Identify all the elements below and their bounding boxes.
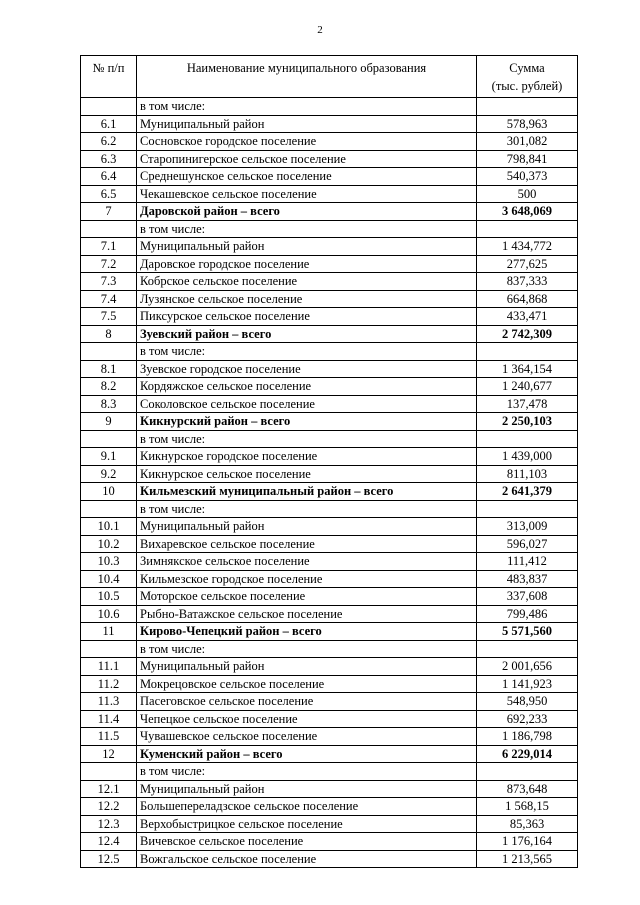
row-name: Моторское сельское поселение xyxy=(137,588,477,606)
row-name: в том числе: xyxy=(137,430,477,448)
table-row xyxy=(81,448,578,466)
row-sum: 664,868 xyxy=(477,290,578,308)
row-number: 8.1 xyxy=(81,360,137,378)
table-row xyxy=(81,518,578,536)
table-row xyxy=(81,395,578,413)
row-name: Кобрское сельское поселение xyxy=(137,273,477,291)
table-row-subheading xyxy=(81,640,578,658)
row-name: Старопинигерское сельское поселение xyxy=(137,150,477,168)
row-number: 12.1 xyxy=(81,780,137,798)
row-number: 9.2 xyxy=(81,465,137,483)
row-name: Чекашевское сельское поселение xyxy=(137,185,477,203)
table-row xyxy=(81,780,578,798)
table-row xyxy=(81,605,578,623)
row-sum: 137,478 xyxy=(477,395,578,413)
row-number: 11.5 xyxy=(81,728,137,746)
row-number: 6.1 xyxy=(81,115,137,133)
row-name: Вихаревское сельское поселение xyxy=(137,535,477,553)
row-name: Пасеговское сельское поселение xyxy=(137,693,477,711)
row-sum: 837,333 xyxy=(477,273,578,291)
row-number xyxy=(81,98,137,116)
row-sum: 1 364,154 xyxy=(477,360,578,378)
row-name: Рыбно-Ватажское сельское поселение xyxy=(137,605,477,623)
row-sum: 548,950 xyxy=(477,693,578,711)
table-row xyxy=(81,185,578,203)
row-number xyxy=(81,500,137,518)
row-sum xyxy=(477,430,578,448)
row-number: 7.4 xyxy=(81,290,137,308)
row-sum: 1 141,923 xyxy=(477,675,578,693)
row-number: 10.4 xyxy=(81,570,137,588)
table-row xyxy=(81,378,578,396)
table-row xyxy=(81,238,578,256)
row-name: Большепереладзское сельское поселение xyxy=(137,798,477,816)
row-name: Лузянское сельское поселение xyxy=(137,290,477,308)
row-number xyxy=(81,763,137,781)
row-sum xyxy=(477,220,578,238)
row-sum: 2 742,309 xyxy=(477,325,578,343)
row-number: 7.1 xyxy=(81,238,137,256)
table-row xyxy=(81,833,578,851)
row-name: Сосновское городское поселение xyxy=(137,133,477,151)
row-sum: 2 641,379 xyxy=(477,483,578,501)
table-row-subheading xyxy=(81,98,578,116)
row-sum: 799,486 xyxy=(477,605,578,623)
row-name: в том числе: xyxy=(137,500,477,518)
row-number: 9 xyxy=(81,413,137,431)
row-name: Кикнурское сельское поселение xyxy=(137,465,477,483)
row-sum: 1 213,565 xyxy=(477,850,578,868)
row-number: 12.2 xyxy=(81,798,137,816)
row-number: 8.3 xyxy=(81,395,137,413)
row-number: 12.3 xyxy=(81,815,137,833)
row-number xyxy=(81,220,137,238)
table-row-subheading xyxy=(81,220,578,238)
row-name: Мокрецовское сельское поселение xyxy=(137,675,477,693)
row-sum: 798,841 xyxy=(477,150,578,168)
table-row xyxy=(81,710,578,728)
table-body xyxy=(81,98,578,868)
row-name: Зуевское городское поселение xyxy=(137,360,477,378)
table-row xyxy=(81,150,578,168)
row-sum: 1 186,798 xyxy=(477,728,578,746)
table-row xyxy=(81,255,578,273)
row-sum: 111,412 xyxy=(477,553,578,571)
budget-table xyxy=(80,55,578,868)
row-number: 6.3 xyxy=(81,150,137,168)
row-sum: 3 648,069 xyxy=(477,203,578,221)
header-num: № п/п xyxy=(81,56,137,98)
row-sum: 433,471 xyxy=(477,308,578,326)
row-number: 10.6 xyxy=(81,605,137,623)
table-row xyxy=(81,658,578,676)
row-number: 6.5 xyxy=(81,185,137,203)
row-name: Верхобыстрицкое сельское поселение xyxy=(137,815,477,833)
table-row-subheading xyxy=(81,763,578,781)
table-row xyxy=(81,675,578,693)
table-row xyxy=(81,553,578,571)
row-sum: 85,363 xyxy=(477,815,578,833)
row-sum xyxy=(477,500,578,518)
row-number: 6.4 xyxy=(81,168,137,186)
table-row xyxy=(81,850,578,868)
row-sum: 596,027 xyxy=(477,535,578,553)
row-name: Муниципальный район xyxy=(137,780,477,798)
row-sum xyxy=(477,98,578,116)
row-name: Кикнурский район – всего xyxy=(137,413,477,431)
row-name: Вожгальское сельское поселение xyxy=(137,850,477,868)
row-name: Даровское городское поселение xyxy=(137,255,477,273)
row-name: Куменский район – всего xyxy=(137,745,477,763)
row-number: 6.2 xyxy=(81,133,137,151)
table-row xyxy=(81,133,578,151)
row-name: в том числе: xyxy=(137,640,477,658)
table-row xyxy=(81,798,578,816)
header-name: Наименование муниципального образования xyxy=(137,56,477,98)
row-sum: 6 229,014 xyxy=(477,745,578,763)
row-number: 11.3 xyxy=(81,693,137,711)
row-sum: 1 176,164 xyxy=(477,833,578,851)
table-row-total xyxy=(81,325,578,343)
table-row xyxy=(81,728,578,746)
row-name: Кильмезский муниципальный район – всего xyxy=(137,483,477,501)
row-sum: 1 240,677 xyxy=(477,378,578,396)
row-sum: 692,233 xyxy=(477,710,578,728)
row-number xyxy=(81,343,137,361)
row-sum: 1 439,000 xyxy=(477,448,578,466)
row-number: 11.4 xyxy=(81,710,137,728)
table-row xyxy=(81,465,578,483)
table-row-subheading xyxy=(81,430,578,448)
row-sum: 301,082 xyxy=(477,133,578,151)
row-number: 7.3 xyxy=(81,273,137,291)
row-name: Муниципальный район xyxy=(137,658,477,676)
row-number: 11 xyxy=(81,623,137,641)
row-sum xyxy=(477,763,578,781)
table-row-total xyxy=(81,745,578,763)
row-name: Среднешунское сельское поселение xyxy=(137,168,477,186)
row-name: Соколовское сельское поселение xyxy=(137,395,477,413)
table-row-subheading xyxy=(81,343,578,361)
row-number: 7 xyxy=(81,203,137,221)
table-row xyxy=(81,693,578,711)
row-sum: 5 571,560 xyxy=(477,623,578,641)
table-row xyxy=(81,273,578,291)
row-name: Муниципальный район xyxy=(137,238,477,256)
row-number: 10.5 xyxy=(81,588,137,606)
row-name: Зуевский район – всего xyxy=(137,325,477,343)
table-header xyxy=(81,56,578,98)
row-number: 10.1 xyxy=(81,518,137,536)
row-name: в том числе: xyxy=(137,343,477,361)
row-number: 7.5 xyxy=(81,308,137,326)
row-number: 11.1 xyxy=(81,658,137,676)
row-number: 8.2 xyxy=(81,378,137,396)
row-sum: 2 250,103 xyxy=(477,413,578,431)
row-sum: 2 001,656 xyxy=(477,658,578,676)
row-name: Пиксурское сельское поселение xyxy=(137,308,477,326)
table-row xyxy=(81,535,578,553)
row-number: 9.1 xyxy=(81,448,137,466)
row-number: 12 xyxy=(81,745,137,763)
row-sum: 540,373 xyxy=(477,168,578,186)
row-number: 8 xyxy=(81,325,137,343)
row-number xyxy=(81,430,137,448)
row-sum xyxy=(477,640,578,658)
row-name: Чувашевское сельское поселение xyxy=(137,728,477,746)
row-number: 10 xyxy=(81,483,137,501)
row-name: в том числе: xyxy=(137,98,477,116)
row-name: Кирово-Чепецкий район – всего xyxy=(137,623,477,641)
row-sum: 483,837 xyxy=(477,570,578,588)
table-row-subheading xyxy=(81,500,578,518)
table-row xyxy=(81,815,578,833)
row-number: 10.2 xyxy=(81,535,137,553)
row-sum: 811,103 xyxy=(477,465,578,483)
table-row xyxy=(81,570,578,588)
table-row xyxy=(81,360,578,378)
row-sum: 277,625 xyxy=(477,255,578,273)
table-row-total xyxy=(81,413,578,431)
row-sum: 873,648 xyxy=(477,780,578,798)
row-sum: 578,963 xyxy=(477,115,578,133)
row-name: в том числе: xyxy=(137,763,477,781)
row-sum: 1 434,772 xyxy=(477,238,578,256)
row-name: Кордяжское сельское поселение xyxy=(137,378,477,396)
table-row xyxy=(81,290,578,308)
table-row xyxy=(81,115,578,133)
row-sum: 500 xyxy=(477,185,578,203)
table-row xyxy=(81,308,578,326)
header-sum: Сумма (тыс. рублей) xyxy=(477,56,578,98)
row-sum: 337,608 xyxy=(477,588,578,606)
row-name: в том числе: xyxy=(137,220,477,238)
table-row-total xyxy=(81,203,578,221)
row-name: Вичевское сельское поселение xyxy=(137,833,477,851)
table-row-total xyxy=(81,623,578,641)
row-name: Зимнякское сельское поселение xyxy=(137,553,477,571)
row-name: Даровской район – всего xyxy=(137,203,477,221)
row-number xyxy=(81,640,137,658)
row-name: Кильмезское городское поселение xyxy=(137,570,477,588)
table-row xyxy=(81,588,578,606)
row-number: 12.5 xyxy=(81,850,137,868)
row-sum: 1 568,15 xyxy=(477,798,578,816)
table-row-total xyxy=(81,483,578,501)
row-number: 12.4 xyxy=(81,833,137,851)
row-name: Кикнурское городское поселение xyxy=(137,448,477,466)
row-name: Чепецкое сельское поселение xyxy=(137,710,477,728)
row-name: Муниципальный район xyxy=(137,518,477,536)
row-sum xyxy=(477,343,578,361)
table-row xyxy=(81,168,578,186)
page-number: 2 xyxy=(317,24,323,36)
row-number: 11.2 xyxy=(81,675,137,693)
row-sum: 313,009 xyxy=(477,518,578,536)
row-number: 10.3 xyxy=(81,553,137,571)
row-name: Муниципальный район xyxy=(137,115,477,133)
row-number: 7.2 xyxy=(81,255,137,273)
